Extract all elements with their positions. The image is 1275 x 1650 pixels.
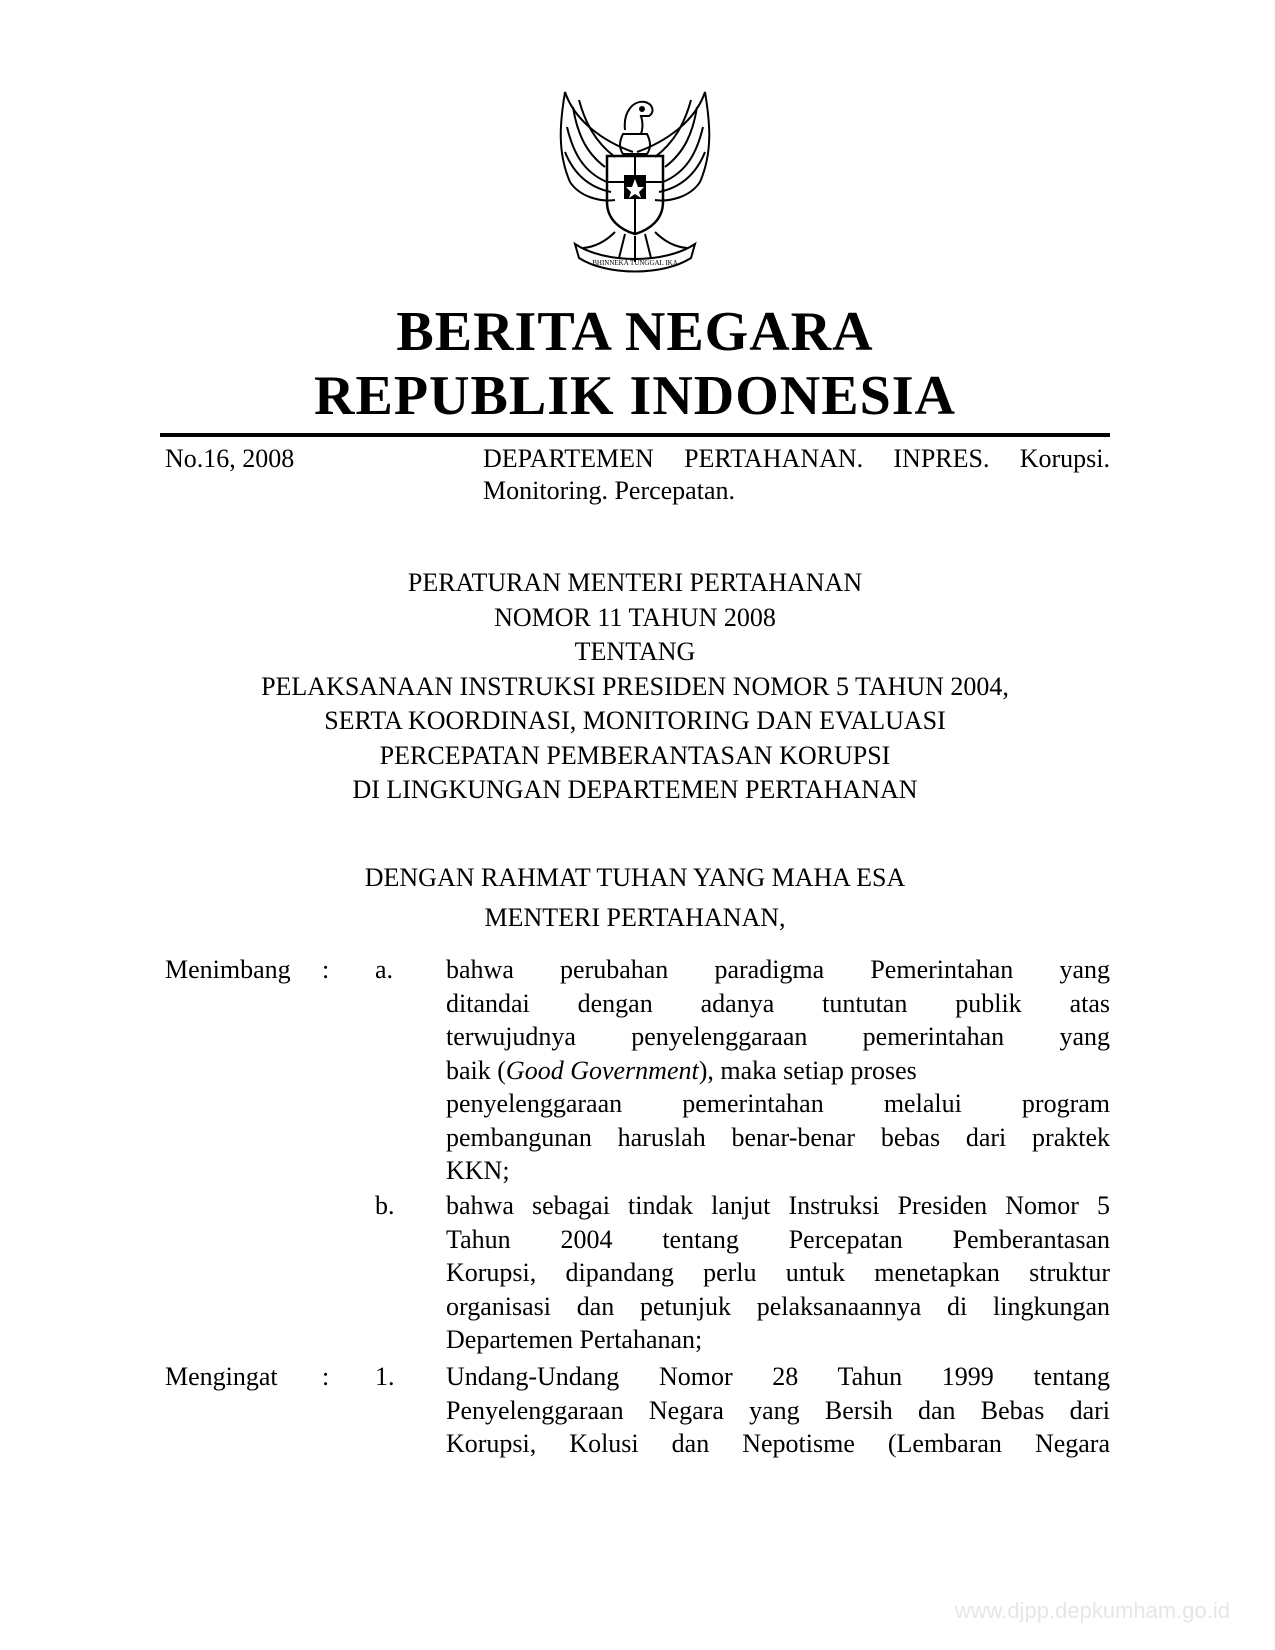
text-line: Undang-Undang Nomor 28 Tahun 1999 tentang	[446, 1362, 1110, 1391]
text-line: KKN;	[446, 1156, 510, 1185]
text-line	[446, 1054, 1110, 1088]
text-line: organisasi dan petunjuk pelaksanaannya di lingkungan	[446, 1291, 1110, 1321]
title-line: DI LINGKUNGAN DEPARTEMEN PERTAHANAN	[352, 775, 918, 804]
emblem-ribbon-text: BHINNEKA TUNGGAL IKA	[592, 259, 678, 267]
title-line: TENTANG	[574, 637, 696, 666]
masthead-line-2: REPUBLIK INDONESIA	[314, 365, 956, 427]
title-line: PELAKSANAAN INSTRUKSI PRESIDEN NOMOR 5 TAHUN 2004,	[261, 671, 1009, 701]
watermark-url: www.djpp.depkumham.go.id	[954, 1598, 1230, 1623]
menimbang-label: Menimbang	[165, 955, 291, 984]
text-line: pembangunan haruslah benar-benar bebas dari praktek	[446, 1122, 1110, 1152]
text-line: bahwa sebagai tindak lanjut Instruksi Presiden Nomor 5	[446, 1191, 1110, 1220]
text-span: baik (	[446, 1055, 506, 1085]
gazette-number: No.16, 2008	[165, 444, 295, 473]
text-line: terwujudnya penyelenggaraan pemerintahan yang	[446, 1022, 1110, 1051]
title-line: PERCEPATAN PEMBERANTASAN KORUPSI	[379, 740, 891, 770]
text-line: bahwa perubahan paradigma Pemerintahan yang	[446, 955, 1110, 984]
text-line: Korupsi, Kolusi dan Nepotisme (Lembaran Negara	[446, 1429, 1110, 1458]
mengingat-colon: :	[322, 1362, 330, 1391]
italic-term: Good Government	[505, 1055, 699, 1085]
masthead	[160, 300, 1110, 428]
text-span: ), maka setiap proses	[698, 1055, 917, 1085]
title-line: PERATURAN MENTERI PERTAHANAN	[407, 568, 863, 597]
text-line: Korupsi, dipandang perlu untuk menetapkan struktur	[446, 1258, 1110, 1287]
description-line-2: Monitoring. Percepatan.	[483, 476, 735, 505]
text-line: penyelenggaraan pemerintahan melalui program	[446, 1089, 1110, 1118]
greeting-line-1: DENGAN RAHMAT TUHAN YANG MAHA ESA	[364, 863, 906, 892]
mengingat-item-1	[446, 1360, 1110, 1461]
description-line-1: DEPARTEMEN PERTAHANAN. INPRES. Korupsi.	[483, 444, 1110, 473]
text-line: Tahun 2004 tentang Percepatan Pemberantasan	[446, 1224, 1110, 1254]
garuda-emblem-icon	[545, 82, 725, 282]
menimbang-colon: :	[322, 955, 330, 984]
text-line: ditandai dengan adanya tuntutan publik atas	[446, 988, 1110, 1018]
masthead-line-1: BERITA NEGARA	[396, 301, 874, 363]
opening-greeting	[160, 858, 1110, 938]
item-marker: b.	[375, 1191, 395, 1220]
item-marker: a.	[375, 955, 394, 984]
text-line: Departemen Pertahanan;	[446, 1325, 703, 1354]
menimbang-item-b	[446, 1189, 1110, 1357]
menimbang-item-a	[446, 953, 1110, 1188]
regulation-title	[160, 566, 1110, 808]
mengingat-label: Mengingat	[165, 1362, 278, 1391]
title-line: NOMOR 11 TAHUN 2008	[494, 602, 776, 632]
greeting-line-2: MENTERI PERTAHANAN,	[484, 903, 786, 932]
gazette-description	[483, 443, 1110, 507]
text-line: Penyelenggaraan Negara yang Bersih dan Bebas dari	[446, 1395, 1110, 1425]
item-marker: 1.	[375, 1362, 395, 1391]
masthead-rule	[160, 433, 1110, 437]
title-line: SERTA KOORDINASI, MONITORING DAN EVALUASI	[324, 706, 946, 735]
